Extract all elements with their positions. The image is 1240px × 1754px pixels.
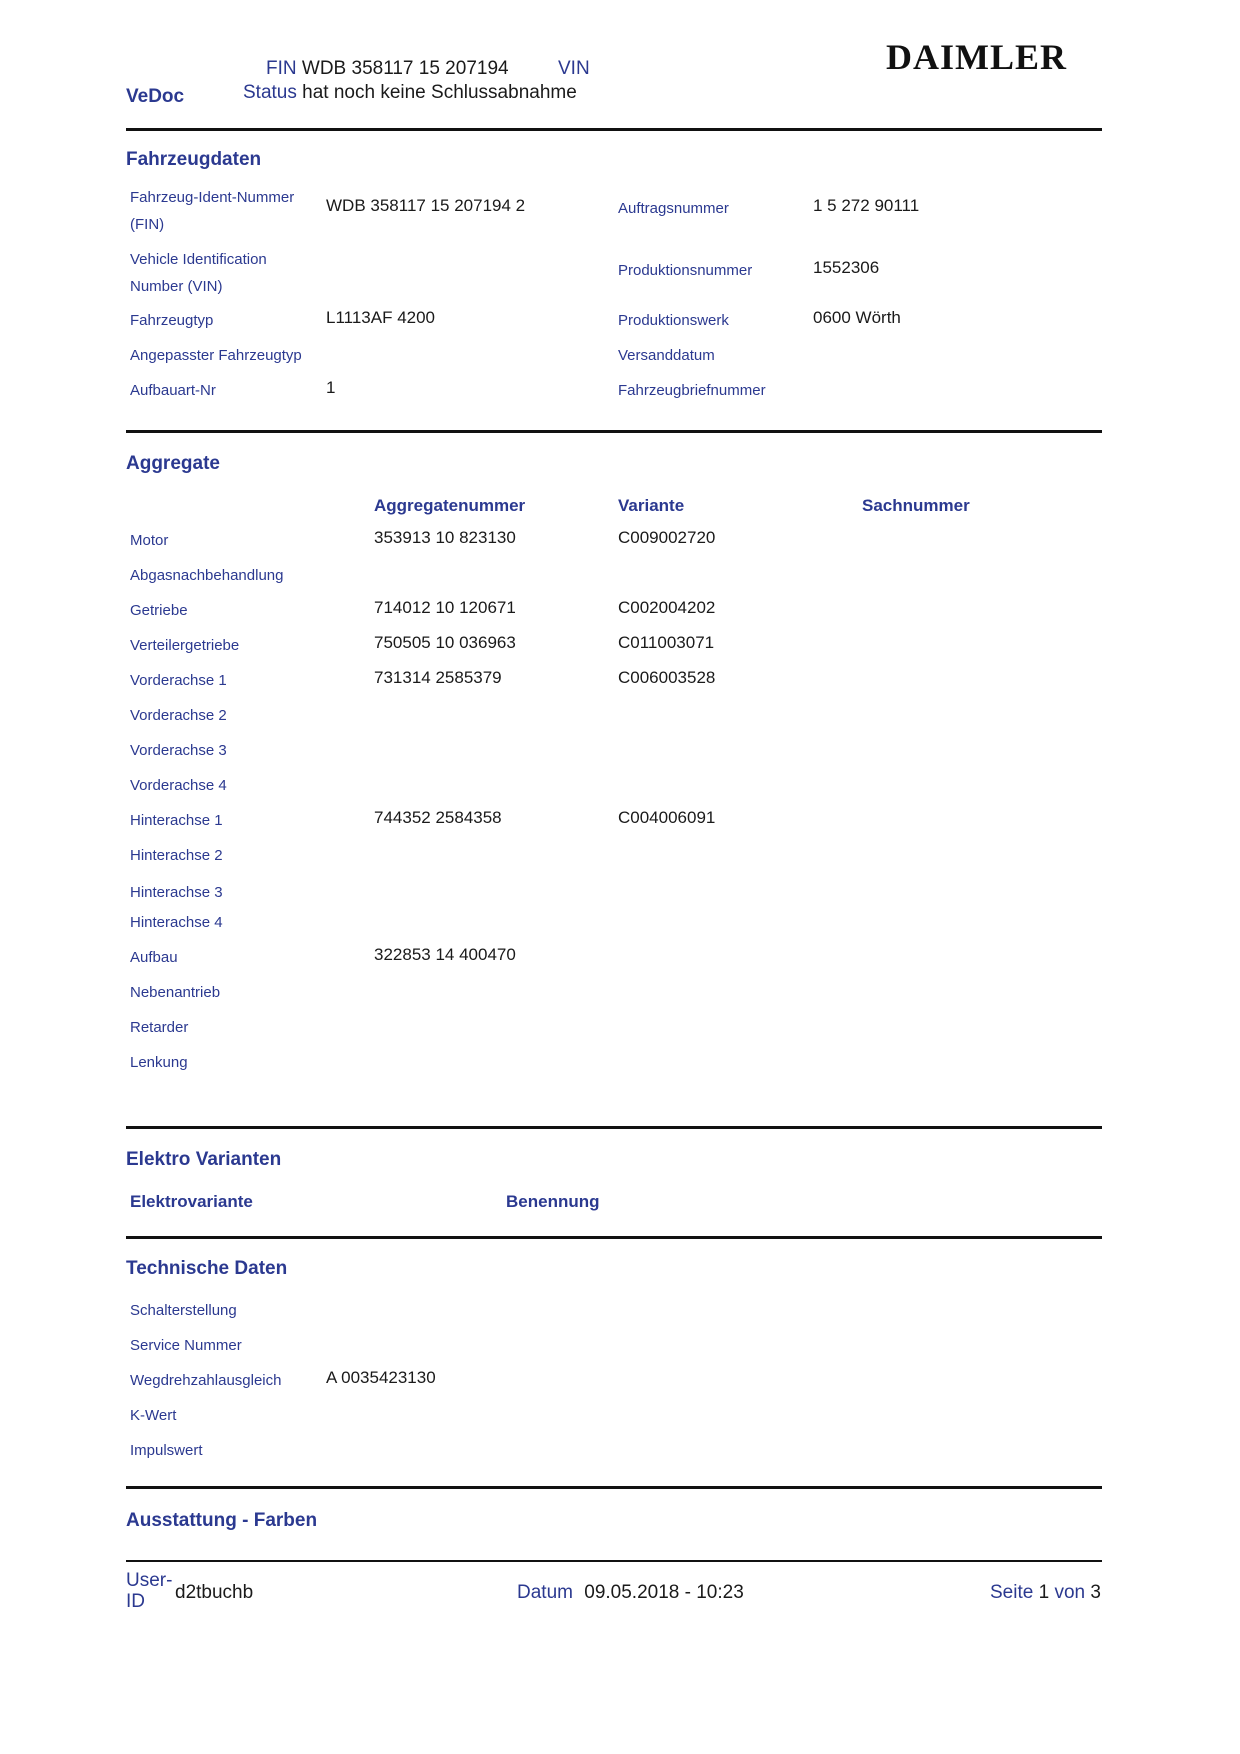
von-label: von xyxy=(1054,1582,1086,1603)
aggregate-variante: C004006091 xyxy=(618,808,716,827)
app-name: VeDoc xyxy=(126,86,185,107)
divider xyxy=(126,1126,1102,1129)
daimler-logo: DAIMLER xyxy=(886,37,1068,77)
value-fahrzeugtyp: L1113AF 4200 xyxy=(326,308,436,327)
aggregate-name: Hinterachse 2 xyxy=(130,847,223,864)
aggregate-name: Getriebe xyxy=(130,602,188,619)
section-title-technische-daten: Technische Daten xyxy=(126,1258,288,1279)
aggregate-nummer: 731314 2585379 xyxy=(374,668,502,687)
aggregate-name: Vorderachse 2 xyxy=(130,707,227,724)
technische-label: K-Wert xyxy=(130,1407,177,1424)
technische-label: Wegdrehzahlausgleich xyxy=(130,1372,282,1389)
label-angepasster-fahrzeugtyp: Angepasster Fahrzeugtyp xyxy=(130,347,302,364)
technische-value: A 0035423130 xyxy=(326,1368,436,1387)
label-produktionswerk: Produktionswerk xyxy=(618,312,729,329)
user-id-label xyxy=(126,1570,172,1612)
divider xyxy=(126,430,1102,433)
label-line: (FIN) xyxy=(130,216,165,233)
datum-label: Datum xyxy=(517,1582,573,1603)
divider xyxy=(126,1236,1102,1239)
label-versanddatum: Versanddatum xyxy=(618,347,715,364)
label-line: User- xyxy=(126,1570,173,1591)
vin-label: VIN xyxy=(558,58,590,79)
value-aufbauart-nr: 1 xyxy=(326,378,336,397)
seite-current: 1 xyxy=(1038,1582,1050,1603)
aggregate-name: Vorderachse 4 xyxy=(130,777,227,794)
aggregate-name: Hinterachse 1 xyxy=(130,812,223,829)
column-header-benennung: Benennung xyxy=(506,1192,600,1211)
column-header-aggregatenummer: Aggregatenummer xyxy=(374,496,526,515)
fin-label: FIN xyxy=(266,58,297,79)
label-vin xyxy=(130,246,267,300)
datum xyxy=(517,1582,744,1604)
value-produktionsnummer: 1552306 xyxy=(813,258,880,277)
aggregate-variante: C006003528 xyxy=(618,668,716,687)
label-aufbauart-nr: Aufbauart-Nr xyxy=(130,382,216,399)
aggregate-name: Hinterachse 3 xyxy=(130,884,223,901)
aggregate-name: Retarder xyxy=(130,1019,189,1036)
label-fin xyxy=(130,184,294,238)
fin-line xyxy=(266,58,509,80)
aggregate-variante: C009002720 xyxy=(618,528,716,547)
aggregate-variante: C011003071 xyxy=(618,633,715,652)
label-auftragsnummer: Auftragsnummer xyxy=(618,200,729,217)
section-title-elektro-varianten: Elektro Varianten xyxy=(126,1149,282,1170)
aggregate-nummer: 353913 10 823130 xyxy=(374,528,516,547)
label-produktionsnummer: Produktionsnummer xyxy=(618,262,753,279)
aggregate-name: Nebenantrieb xyxy=(130,984,221,1001)
column-header-sachnummer: Sachnummer xyxy=(862,496,970,515)
label-line: Fahrzeug-Ident-Nummer xyxy=(130,189,295,206)
aggregate-variante: C002004202 xyxy=(618,598,716,617)
value-fin: WDB 358117 15 207194 2 xyxy=(326,196,526,215)
technische-label: Impulswert xyxy=(130,1442,203,1459)
page-indicator xyxy=(990,1582,1101,1604)
section-title-fahrzeugdaten: Fahrzeugdaten xyxy=(126,149,262,170)
section-title-ausstattung-farben: Ausstattung - Farben xyxy=(126,1510,318,1531)
aggregate-name: Motor xyxy=(130,532,169,549)
aggregate-name: Verteilergetriebe xyxy=(130,637,240,654)
aggregate-nummer: 714012 10 120671 xyxy=(374,598,516,617)
status-value: hat noch keine Schlussabnahme xyxy=(302,82,577,103)
aggregate-name: Abgasnachbehandlung xyxy=(130,567,284,584)
status-label: Status xyxy=(243,82,297,103)
aggregate-nummer: 750505 10 036963 xyxy=(374,633,516,652)
divider xyxy=(126,1486,1102,1489)
aggregate-name: Lenkung xyxy=(130,1054,188,1071)
fin-value: WDB 358117 15 207194 xyxy=(301,58,509,79)
aggregate-name: Hinterachse 4 xyxy=(130,914,223,931)
label-line: Vehicle Identification xyxy=(130,251,267,268)
technische-label: Schalterstellung xyxy=(130,1302,237,1319)
aggregate-nummer: 744352 2584358 xyxy=(374,808,502,827)
section-title-aggregate: Aggregate xyxy=(126,453,220,474)
aggregate-name: Aufbau xyxy=(130,949,178,966)
status-line xyxy=(243,82,577,104)
datum-value: 09.05.2018 - 10:23 xyxy=(584,1582,744,1603)
seite-label: Seite xyxy=(990,1582,1034,1603)
column-header-elektrovariante: Elektrovariante xyxy=(130,1192,253,1211)
value-produktionswerk: 0600 Wörth xyxy=(813,308,901,327)
column-header-variante: Variante xyxy=(618,496,685,515)
label-line: ID xyxy=(126,1591,145,1612)
label-fahrzeugtyp: Fahrzeugtyp xyxy=(130,312,214,329)
footer-divider xyxy=(126,1560,1102,1562)
aggregate-name: Vorderachse 3 xyxy=(130,742,227,759)
seite-total: 3 xyxy=(1090,1582,1101,1603)
label-line: Number (VIN) xyxy=(130,278,223,295)
value-auftragsnummer: 1 5 272 90111 xyxy=(813,196,920,215)
aggregate-nummer: 322853 14 400470 xyxy=(374,945,516,964)
divider xyxy=(126,128,1102,131)
label-fahrzeugbriefnummer: Fahrzeugbriefnummer xyxy=(618,382,766,399)
aggregate-name: Vorderachse 1 xyxy=(130,672,227,689)
technische-label: Service Nummer xyxy=(130,1337,242,1354)
user-id-value: d2tbuchb xyxy=(175,1582,254,1603)
